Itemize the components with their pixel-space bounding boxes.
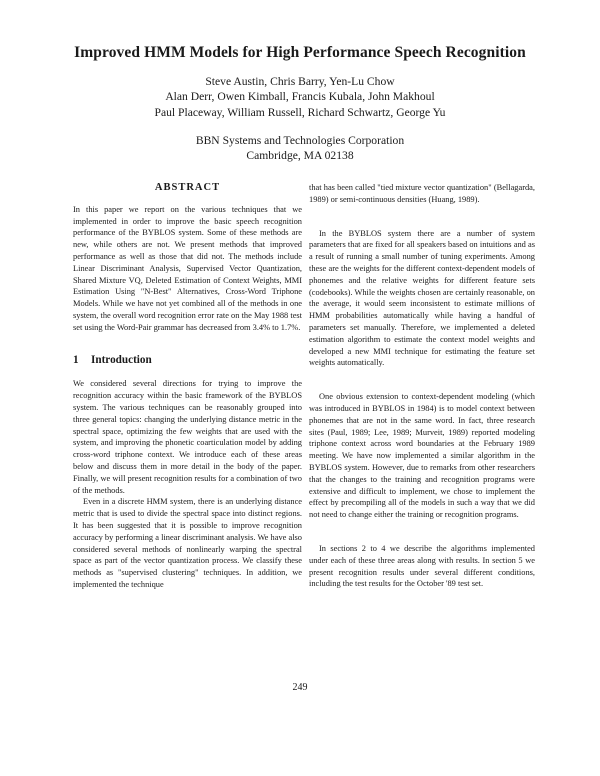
page-number: 249 — [292, 682, 308, 693]
paragraph: In sections 2 to 4 we describe the algorithms implemented under each of these three areas along with results. In section 5 we present recognition results under several different conditions, including the test results for the October '89 test set. — [309, 543, 535, 589]
paper-title: Improved HMM Models for High Performance Speech Recognition — [74, 44, 526, 61]
paragraph: One obvious extension to context-dependent modeling (which was introduced in BYBLOS in 1984) is to model context between phonemes that are not in the same word. In fact, three research sites (Paul, 1989; Lee, 1989; Murveit, 1989) reported modeling triphone context across word boundaries at the February 1989 meeting. We have now implemented a similar algorithm in the BYBLOS system. However, due to remarks from other researchers that the changes to the training and recognition programs were extensive and difficult to implement, we chose to implement the effect by precompiling all of the models in such a way that we did not need to change either the training or recognition programs. — [309, 392, 535, 520]
affiliation — [0, 133, 600, 164]
section-title: Introduction — [91, 353, 152, 366]
paragraph: We considered several directions for trying to improve the recognition accuracy within the basic framework of the BYBLOS system. The various techniques can be reasonably grouped into three general topics: changing the underlying distance metric in the spectral space, optimizing the few weights that are used with the system, and improving the phonetic coarticulation model by adding cross-word triphone context. We introduce each of these areas below and discuss them in more detail in the body of the paper. Finally, we will present recognition results for a combination of two of the methods. — [73, 379, 302, 495]
abstract-text: In this paper we report on the various techniques that we implemented in order to improve the basic speech recognition performance of the BYBLOS system. Some of these methods are new, while others are not. We present methods that improved performance as well as those that did not. The methods include Linear Discriminant Analysis, Supervised Vector Quantization, Shared Mixture VQ, Deleted Estimation of Context Weights, MMI Estimation Using "N-Best" Alternatives, Cross-Word Triphone Models. While we have not yet combined all of the methods in one system, the overall word recognition error rate on the May 1988 test set using the Word-Pair grammar has decreased from 3.4% to 1.7%. — [73, 204, 302, 332]
paragraph: Even in a discrete HMM system, there is an underlying distance metric that is used to divide the spectral space into distinct regions. It has been suggested that it is possible to improve recognition accuracy by performing a linear discriminant analysis. We have also considered several methods of nonlinearly warping the spectral space as part of the vector quantization process. We classify these methods as "supervised clustering" techniques. In addition, we implemented the technique — [73, 497, 302, 589]
left-column — [73, 182, 302, 591]
affiliation-location: Cambridge, MA 02138 — [246, 149, 354, 163]
author-line: Alan Derr, Owen Kimball, Francis Kubala, John Makhoul — [165, 90, 435, 104]
paragraph-continuation: that has been called "tied mixture vector quantization" (Bellagarda, 1989) or semi-continuous densities (Huang, 1989). — [309, 183, 535, 204]
section-heading — [73, 355, 302, 367]
abstract-heading: ABSTRACT — [154, 182, 221, 193]
author-list — [0, 74, 600, 120]
author-line: Paul Placeway, William Russell, Richard Schwartz, George Yu — [154, 105, 446, 119]
section-number: 1 — [73, 353, 79, 366]
author-line: Steve Austin, Chris Barry, Yen-Lu Chow — [205, 75, 395, 88]
affiliation-name: BBN Systems and Technologies Corporation — [195, 134, 405, 147]
right-column — [309, 182, 535, 590]
paragraph: In the BYBLOS system there are a number of system parameters that are fixed for all speakers based on intuitions and as a result of running a small number of tuning experiments. Among these are the weights for the different context-dependent models of phonemes and the relative weights for different feature sets (codebooks). While the weights chosen are certainly reasonable, on the average, it would seem inconsistent to estimate millions of HMM probabilities automatically while having a handful of parameters set manually. Therefore, we implemented a deleted estimation algorithm to estimate the context model weights and developed a new MMI technique for estimating the feature set weights automatically. — [309, 228, 535, 368]
